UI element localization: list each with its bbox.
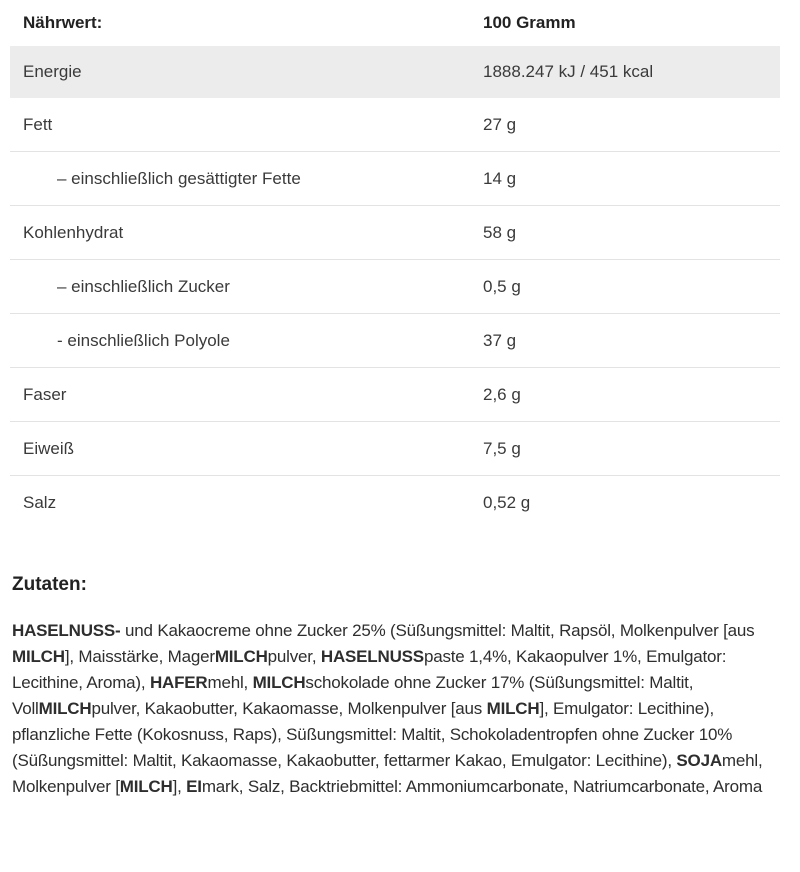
table-row — [10, 46, 780, 98]
ingredient-text: schokolade ohne Zucker 17% (Süßungsmittel: Maltit, Voll — [12, 673, 694, 718]
table-body — [10, 46, 780, 530]
allergen-bold-text: HASELNUSS — [320, 647, 424, 666]
allergen-bold-text: MILCH — [252, 673, 306, 692]
row-value: 2,6 g — [483, 384, 521, 404]
ingredient-text: mehl, — [207, 673, 253, 692]
row-label: – einschließlich Zucker — [57, 276, 230, 296]
row-label: Kohlenhydrat — [23, 222, 124, 242]
row-value: 37 g — [483, 330, 517, 350]
allergen-bold-text: MILCH — [12, 647, 65, 666]
row-value: 0,52 g — [483, 493, 531, 512]
row-label: - einschließlich Polyole — [57, 330, 230, 350]
ingredient-text: ], — [172, 777, 187, 796]
table-header-row — [10, 0, 780, 46]
ingredient-text: mehl, Molkenpulver [ — [12, 751, 763, 796]
row-value: 0,5 g — [483, 276, 521, 296]
row-value: 7,5 g — [483, 438, 521, 458]
table-row — [10, 152, 780, 206]
ingredients-section — [12, 574, 764, 800]
row-value: 58 g — [483, 222, 517, 242]
ingredient-text: mark, Salz, Backtriebmittel: Ammoniumcarbonate, Natriumcarbonate, Aroma — [201, 777, 763, 796]
table-row — [10, 260, 780, 314]
table-header-label: Nährwert: — [23, 13, 103, 32]
nutrition-table — [10, 0, 780, 530]
allergen-bold-text: HASELNUSS- — [12, 621, 121, 640]
ingredient-text: ], Maisstärke, Mager — [64, 647, 215, 666]
table-row — [10, 476, 780, 530]
ingredient-text: ], Emulgator: Lecithine), pflanzliche Fette (Kokosnuss, Raps), Süßungsmittel: Maltit, Schokoladentropfen ohne Zucker 10% (Süßungsmittel: Maltit, Kakaomasse, Kakaobutter, fettarmer Kakao, Emulgator: Lecithine), — [12, 699, 733, 770]
ingredients-title: Zutaten: — [12, 574, 87, 595]
row-label: – einschließlich gesättigter Fette — [57, 168, 301, 188]
ingredient-text: paste 1,4%, Kakaopulver 1%, Emulgator: Lecithine, Aroma), — [12, 647, 727, 692]
allergen-bold-text: MILCH — [119, 777, 173, 796]
ingredient-text: und Kakaocreme ohne Zucker 25% (Süßungsmittel: Maltit, Rapsöl, Molkenpulver [aus — [120, 621, 755, 640]
allergen-bold-text: SOJA — [676, 751, 722, 770]
table-row — [10, 314, 780, 368]
table-row — [10, 98, 780, 152]
row-label: Faser — [23, 384, 67, 404]
table-header-value: 100 Gramm — [483, 13, 576, 32]
table-row — [10, 206, 780, 260]
ingredients-text — [12, 618, 764, 800]
row-value: 14 g — [483, 168, 517, 188]
ingredient-text: pulver, — [267, 647, 321, 666]
allergen-bold-text: MILCH — [38, 699, 92, 718]
row-label: Eiweiß — [23, 438, 75, 458]
row-value: 1888.247 kJ / 451 kcal — [483, 62, 654, 81]
table-row — [10, 368, 780, 422]
row-label: Fett — [23, 114, 53, 134]
allergen-bold-text: HAFER — [149, 673, 208, 692]
allergen-bold-text: EI — [186, 777, 202, 796]
allergen-bold-text: MILCH — [214, 647, 268, 666]
allergen-bold-text: MILCH — [486, 699, 540, 718]
row-value: 27 g — [483, 114, 517, 134]
table-row — [10, 422, 780, 476]
row-label: Energie — [23, 62, 82, 81]
row-label: Salz — [23, 493, 57, 512]
ingredient-text: pulver, Kakaobutter, Kakaomasse, Molkenpulver [aus — [91, 699, 487, 718]
